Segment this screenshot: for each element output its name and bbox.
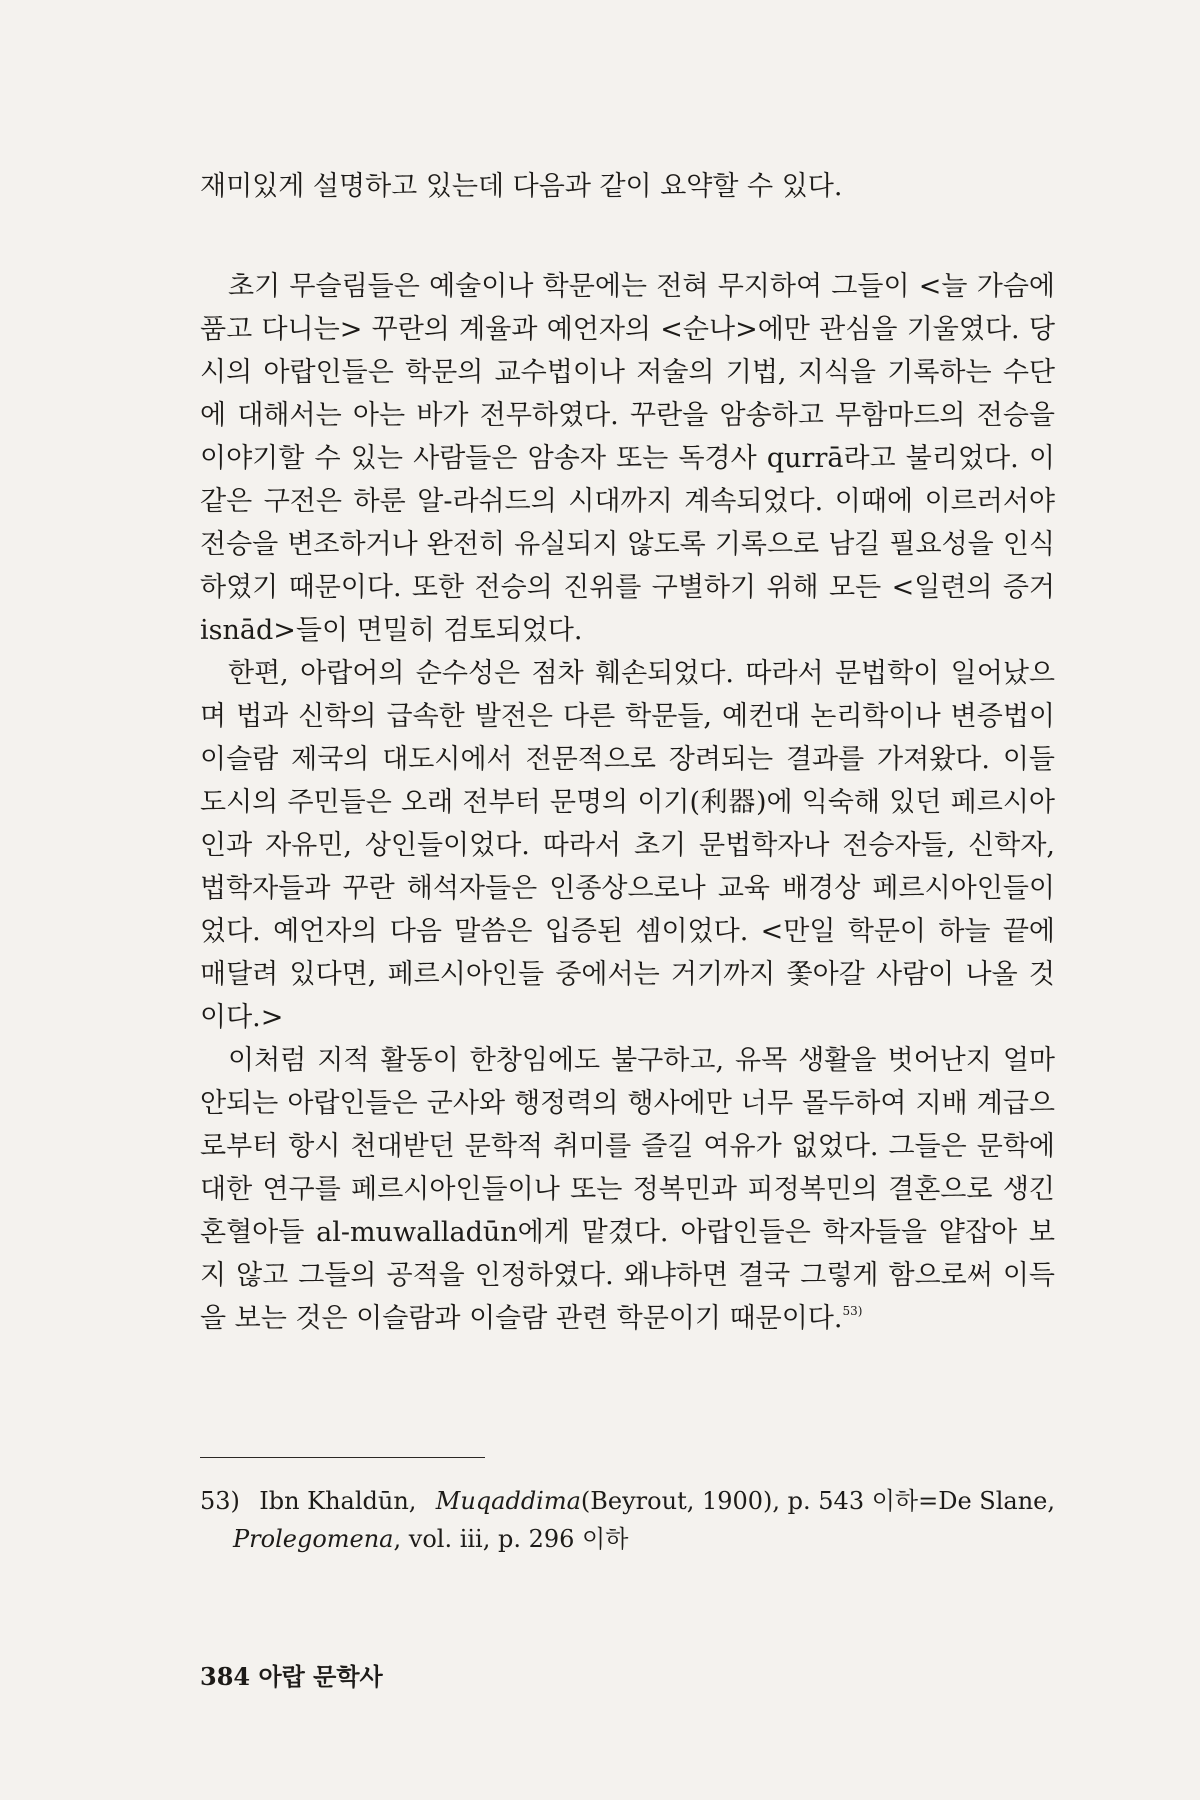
lead-paragraph: 재미있게 설명하고 있는데 다음과 같이 요약할 수 있다.	[200, 171, 843, 202]
footnote-title: Muqaddima	[435, 1487, 581, 1515]
footnote-rest: , vol. iii, p. 296 이하	[393, 1525, 629, 1553]
footnote-citation	[436, 1482, 1055, 1520]
footnote-number: 53)	[200, 1487, 240, 1515]
footnote-title-2: Prolegomena	[233, 1525, 394, 1553]
footnote-author: Ibn Khaldūn,	[259, 1487, 417, 1515]
footnote-line-1	[200, 1482, 1055, 1520]
paragraph-2: 한편, 아랍어의 순수성은 점차 훼손되었다. 따라서 문법학이 일어났으며 법과 신학의 급속한 발전은 다른 학문들, 예컨대 논리학이나 변증법이 이슬람 제국의 대도시에서 전문적으로 장려되는 결과를 가져왔다. 이들 도시의 주민들은 오래 전부터 문명의 이기(利器)에 익숙해 있던 페르시아인과 자유민, 상인들이었다. 따라서 초기 문법학자나 전승자들, 신학자, 법학자들과 꾸란 해석자들은 인종상으로나 교육 배경상 페르시아인들이었다. 예언자의 다음 말씀은 입증된 셈이었다. <만일 학문이 하늘 끝에 매달려 있다면, 페르시아인들 중에서는 거기까지 쫓아갈 사람이 나올 것이다.>	[200, 658, 1055, 1033]
footnote-publication: (Beyrout, 1900), p. 543 이하=De Slane,	[580, 1487, 1055, 1515]
paragraph-3-text: 이처럼 지적 활동이 한창임에도 불구하고, 유목 생활을 벗어난지 얼마 안되는 아랍인들은 군사와 행정력의 행사에만 너무 몰두하여 지배 계급으로부터 항시 천대받던 문학적 취미를 즐길 여유가 없었다. 그들은 문학에 대한 연구를 페르시아인들이나 또는 정복민과 피정복민의 결혼으로 생긴 혼혈아들 al-muwalladūn에게 맡겼다. 아랍인들은 학자들을 얕잡아 보지 않고 그들의 공적을 인정하였다. 왜냐하면 결국 그렇게 함으로써 이득을 보는 것은 이슬람과 이슬람 관련 학문이기 때문이다.	[200, 1045, 1055, 1334]
footnote-marker: 53)	[842, 1304, 863, 1318]
paragraph-3	[200, 1039, 1055, 1340]
paragraph-1: 초기 무슬림들은 예술이나 학문에는 전혀 무지하여 그들이 <늘 가슴에 품고 다니는> 꾸란의 계율과 예언자의 <순나>에만 관심을 기울였다. 당시의 아랍인들은 학문의 교수법이나 저술의 기법, 지식을 기록하는 수단에 대해서는 아는 바가 전무하였다. 꾸란을 암송하고 무함마드의 전승을 이야기할 수 있는 사람들은 암송자 또는 독경사 qurrā라고 불리었다. 이같은 구전은 하룬 알-라쉬드의 시대까지 계속되었다. 이때에 이르러서야 전승을 변조하거나 완전히 유실되지 않도록 기록으로 남길 필요성을 인식하였기 때문이다. 또한 전승의 진위를 구별하기 위해 모든 <일련의 증거 isnād>들이 면밀히 검토되었다.	[200, 271, 1055, 646]
footnote-divider	[200, 1457, 485, 1458]
main-text-block	[200, 165, 1055, 1340]
footnote-block	[200, 1482, 1055, 1558]
footnote-line-2	[233, 1520, 1055, 1558]
page-footer: 384 아랍 문학사	[200, 1662, 383, 1691]
